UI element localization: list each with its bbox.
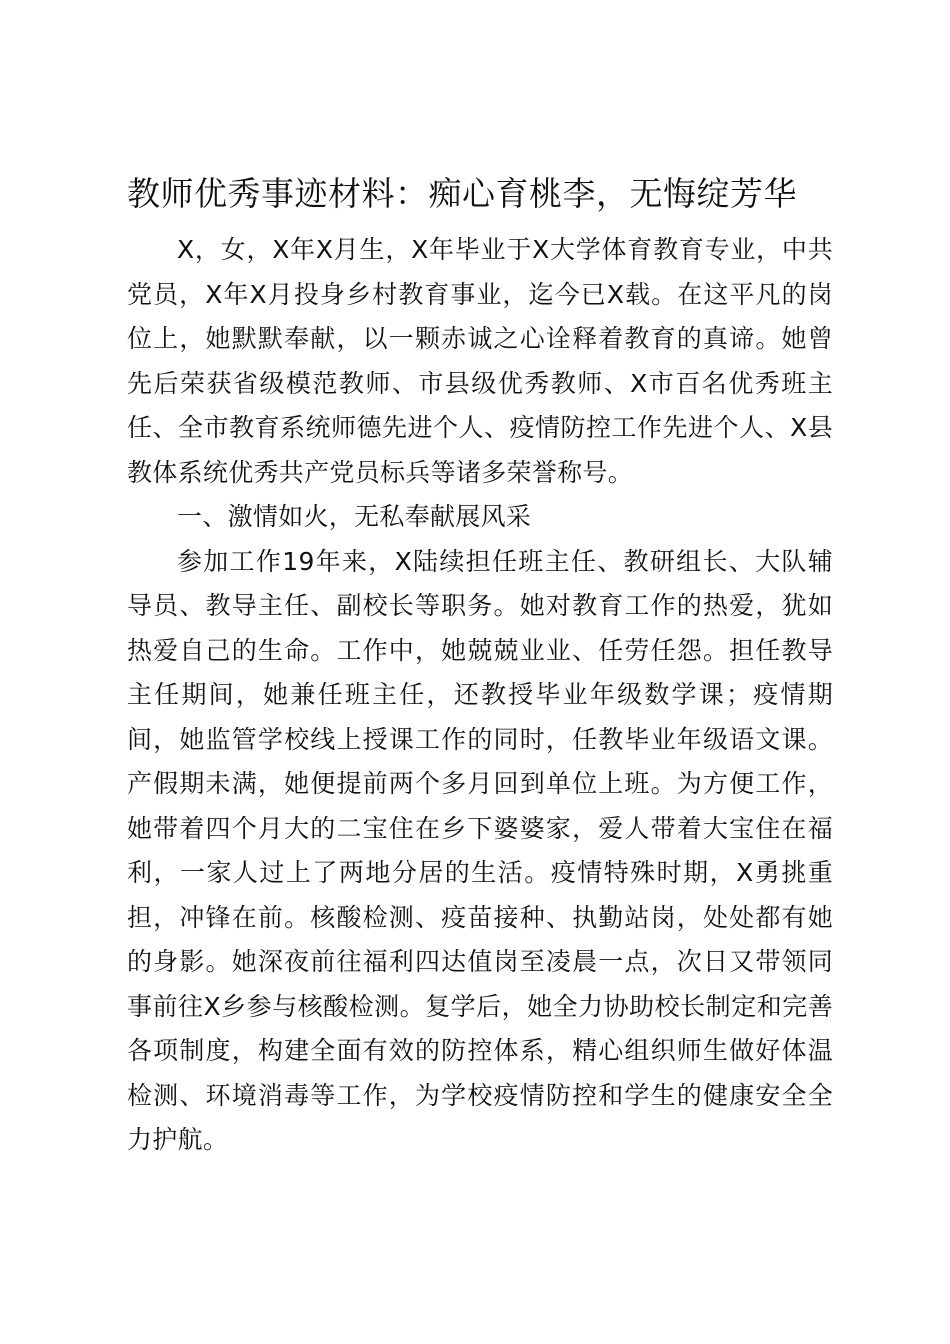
section-heading-1: 一、激情如火，无私奉献展风采: [177, 502, 532, 531]
document-title: 教师优秀事迹材料：痴心育桃李，无悔绽芳华: [127, 174, 797, 213]
section-1-paragraph: 参加工作19年来，X陆续担任班主任、教研组长、大队辅导员、教导主任、副校长等职务。她对教育工作的热爱，犹如热爱自己的生命。工作中，她兢兢业业、任劳任怨。担任教导主任期间，她兼任班主任，还教授毕业年级数学课；疫情期间，她监管学校线上授课工作的同时，任教毕业年级语文课。产假期未满，她便提前两个多月回到单位上班。为方便工作，她带着四个月大的二宝住在乡下婆婆家，爱人带着大宝住在福利，一家人过上了两地分居的生活。疫情特殊时期，X勇挑重担，冲锋在前。核酸检测、疫苗接种、执勤站岗，处处都有她的身影。她深夜前往福利四达值岗至凌晨一点，次日又带领同事前往X乡参与核酸检测。复学后，她全力协助校长制定和完善各项制度，构建全面有效的防控体系，精心组织师生做好体温检测、环境消毒等工作，为学校疫情防控和学生的健康安全全力护航。: [127, 546, 833, 1154]
document-page: [127, 172, 833, 1163]
intro-paragraph: X，女，X年X月生，X年毕业于X大学体育教育专业，中共党员，X年X月投身乡村教育事业，迄今已X载。在这平凡的岗位上，她默默奉献，以一颗赤诚之心诠释着教育的真谛。她曾先后荣获省级模范教师、市县级优秀教师、X市百名优秀班主任、全市教育系统师德先进个人、疫情防控工作先进个人、X县教体系统优秀共产党员标兵等诸多荣誉称号。: [127, 235, 833, 487]
